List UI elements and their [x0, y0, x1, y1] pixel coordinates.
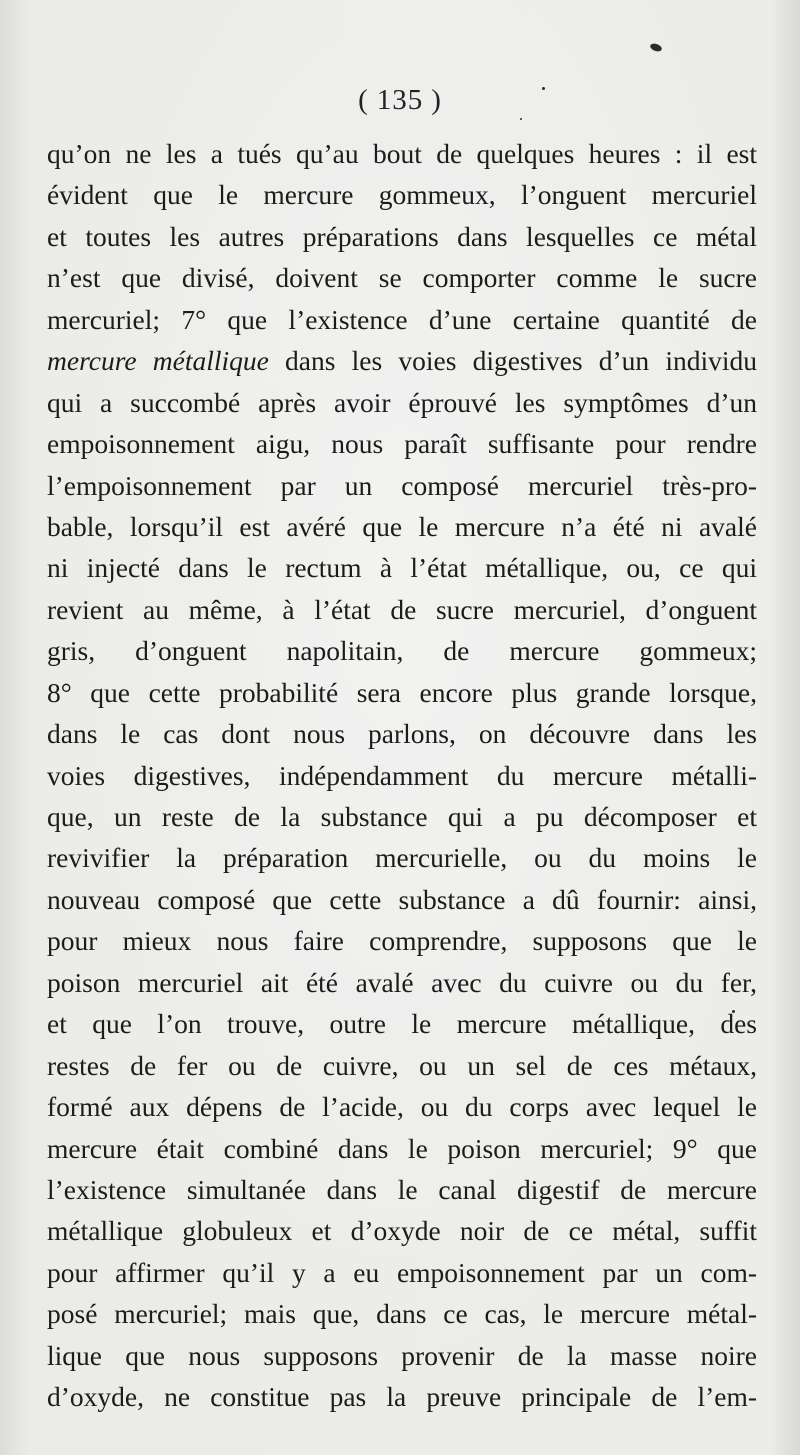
text-line: [47, 423, 757, 464]
text-line: [47, 796, 757, 837]
text-span: poison mercuriel ait été avalé avec du cuivre ou du fer,: [47, 966, 757, 998]
text-span: voies digestives, indépendamment du mercure métalli-: [47, 759, 757, 791]
text-line: [47, 216, 757, 257]
text-line: [47, 1086, 757, 1127]
text-span: dans les voies digestives d’un individu: [268, 345, 757, 377]
page-number-value: 135: [376, 84, 424, 116]
text-line: [47, 920, 757, 961]
text-span: qui a succombé après avoir éprouvé les symptômes d’un: [47, 386, 757, 418]
text-span: d’oxyde, ne constitue pas la preuve principale de l’em-: [47, 1381, 757, 1413]
text-span: bable, lorsqu’il est avéré que le mercure n’a été ni avalé: [47, 510, 757, 542]
text-span: et que l’on trouve, outre le mercure métallique, des: [47, 1008, 757, 1040]
text-line: [47, 1252, 757, 1293]
text-span: lique que nous supposons provenir de la masse noire: [47, 1339, 757, 1371]
text-line: [47, 630, 757, 671]
text-line: [47, 879, 757, 920]
text-span: dans le cas dont nous parlons, on découvre dans les: [47, 718, 757, 750]
text-line: [47, 1376, 757, 1417]
text-span: évident que le mercure gommeux, l’onguent mercuriel: [47, 179, 757, 211]
text-span: que, un reste de la substance qui a pu décomposer et: [47, 801, 757, 832]
text-span: mercuriel; 7° que l’existence d’une certaine quantité de: [47, 303, 757, 335]
text-line: [47, 1128, 757, 1169]
page-number-close-paren: ): [431, 84, 442, 116]
text-span: ni injecté dans le rectum à l’état métallique, ou, ce qui: [47, 552, 757, 584]
text-span: pour affirmer qu’il y a eu empoisonnement par un com-: [47, 1256, 757, 1288]
text-line: [47, 465, 757, 506]
text-span: restes de fer ou de cuivre, ou un sel de ces métaux,: [47, 1049, 757, 1081]
text-span: métallique globuleux et d’oxyde noir de ce métal, suffit: [47, 1215, 757, 1247]
italic-text: mercure métallique: [47, 345, 269, 377]
text-line: [47, 1293, 757, 1334]
body-text: [47, 133, 757, 1418]
text-line: [47, 299, 757, 340]
text-line: [47, 506, 757, 547]
ink-speck: [520, 118, 522, 120]
text-line: [47, 547, 757, 588]
text-span: posé mercuriel; mais que, dans ce cas, le mercure métal-: [47, 1298, 757, 1330]
text-line: [47, 1210, 757, 1251]
text-line: [47, 713, 757, 754]
text-line: [47, 962, 757, 1003]
page-number-open-paren: (: [358, 84, 369, 116]
text-line: [47, 589, 757, 630]
text-span: n’est que divisé, doivent se comporter comme le sucre: [47, 262, 757, 294]
text-line: [47, 133, 757, 174]
text-span: revient au même, à l’état de sucre mercuriel, d’onguent: [47, 593, 757, 625]
text-line: [47, 837, 757, 878]
ink-speck: [542, 87, 545, 90]
text-line: [47, 1335, 757, 1376]
text-span: qu’on ne les a tués qu’au bout de quelques heures : il est: [47, 138, 757, 169]
text-line: [47, 1045, 757, 1086]
text-line: [47, 174, 757, 215]
text-line: [47, 340, 757, 381]
text-span: revivifier la préparation mercurielle, ou du moins le: [47, 842, 757, 874]
text-line: [47, 382, 757, 423]
text-span: l’existence simultanée dans le canal digestif de mercure: [47, 1173, 757, 1205]
text-line: [47, 1169, 757, 1210]
text-line: [47, 672, 757, 713]
text-span: empoisonnement aigu, nous paraît suffisante pour rendre: [47, 428, 757, 460]
text-line: [47, 755, 757, 796]
page-number: [0, 84, 800, 117]
text-line: [47, 257, 757, 298]
ink-speck: [649, 42, 663, 53]
text-span: nouveau composé que cette substance a dû fournir: ainsi,: [47, 883, 757, 915]
text-span: formé aux dépens de l’acide, ou du corps avec lequel le: [47, 1091, 757, 1123]
text-line: [47, 1003, 757, 1044]
text-span: pour mieux nous faire comprendre, supposons que le: [47, 925, 757, 957]
text-span: mercure était combiné dans le poison mercuriel; 9° que: [47, 1132, 757, 1164]
text-span: 8° que cette probabilité sera encore plus grande lorsque,: [47, 676, 757, 708]
text-span: et toutes les autres préparations dans lesquelles ce métal: [47, 220, 757, 252]
text-span: gris, d’onguent napolitain, de mercure gommeux;: [47, 635, 757, 667]
text-span: l’empoisonnement par un composé mercuriel très-pro-: [47, 469, 757, 501]
